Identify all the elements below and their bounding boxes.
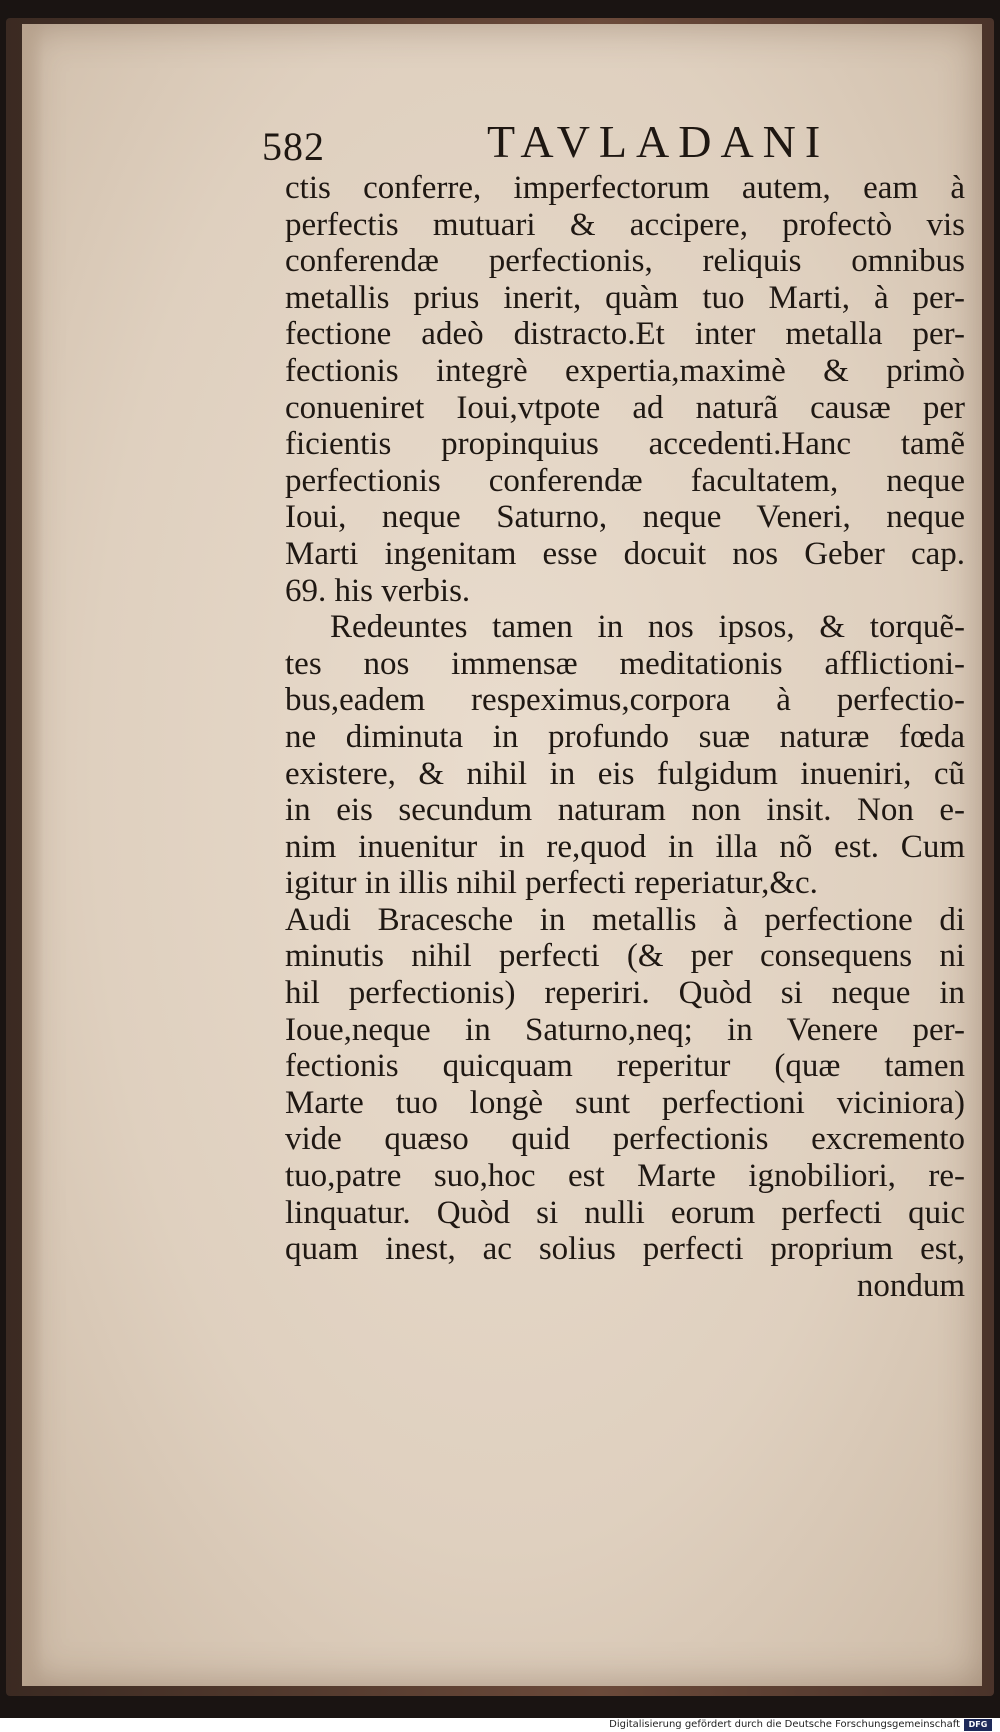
text-line: metallis prius inerit, quàm tuo Marti, à per- [285,279,965,316]
text-line: conferendæ perfectionis, reliquis omnibus [285,243,965,280]
dfg-logo-icon: DFG [964,1719,992,1731]
text-line: Marti ingenitam esse docuit nos Geber cap. [285,535,965,572]
text-line: tuo,patre suo,hoc est Marte ignobiliori, re- [285,1158,965,1195]
text-line: Redeuntes tamen in nos ipsos, & torquẽ- [330,609,965,646]
text-line: existere, & nihil in eis fulgidum inueniri, cũ [285,755,965,792]
text-line: tes nos immensæ meditationis afflictioni- [285,645,965,682]
text-line: conueniret Ioui,vtpote ad naturã causæ per [285,389,965,426]
text-line: quam inest, ac solius perfecti proprium est, [285,1231,965,1268]
text-line: Ioue,neque in Saturno,neq; in Venere per- [285,1011,965,1048]
page-number: 582 [262,124,325,169]
text-line: fectione adeò distracto.Et inter metalla per- [285,316,965,353]
text-line: bus,eadem respeximus,corpora à perfectio- [285,682,965,719]
text-line: fectionis quicquam reperitur (quæ tamen [285,1048,965,1085]
text-line: 69. his verbis. [285,572,471,609]
text-line: perfectis mutuari & accipere, profectò vis [285,206,965,243]
page-header [262,115,962,175]
text-line: vide quæso quid perfectionis excremento [285,1121,965,1158]
text-line: ctis conferre, imperfectorum autem, eam à [285,170,965,206]
text-line: hil perfectionis) reperiri. Quòd si neque in [285,975,965,1012]
text-line: in eis secundum naturam non insit. Non e- [285,792,965,829]
text-line: linquatur. Quòd si nulli eorum perfecti quic [285,1194,965,1231]
page-gutter-shadow [22,24,44,1686]
text-line: ne diminuta in profundo suæ naturæ fœda [285,718,965,755]
catchword: nondum [856,1267,965,1304]
text-line: Audi Bracesche in metallis à perfectione di [285,901,965,938]
running-head: TAVLADANI [487,116,830,167]
text-line: igitur in illis nihil perfecti reperiatur,&c. [285,865,818,902]
text-line: perfectionis conferendæ facultatem, neque [285,462,965,499]
text-line: Marte tuo longè sunt perfectioni viciniora) [285,1084,965,1121]
text-line: nim inuenitur in re,quod in illa nõ est. Cum [285,828,965,865]
body-text [285,170,965,1304]
text-line: ficientis propinquius accedenti.Hanc tamẽ [285,426,965,463]
text-line: Ioui, neque Saturno, neque Veneri, neque [285,499,965,536]
text-line: minutis nihil perfecti (& per consequens ni [285,938,965,975]
text-line: fectionis integrè expertia,maximè & primò [285,352,965,389]
digitization-credit: Digitalisierung gefördert durch die Deutsche Forschungsgemeinschaft [609,1719,960,1730]
